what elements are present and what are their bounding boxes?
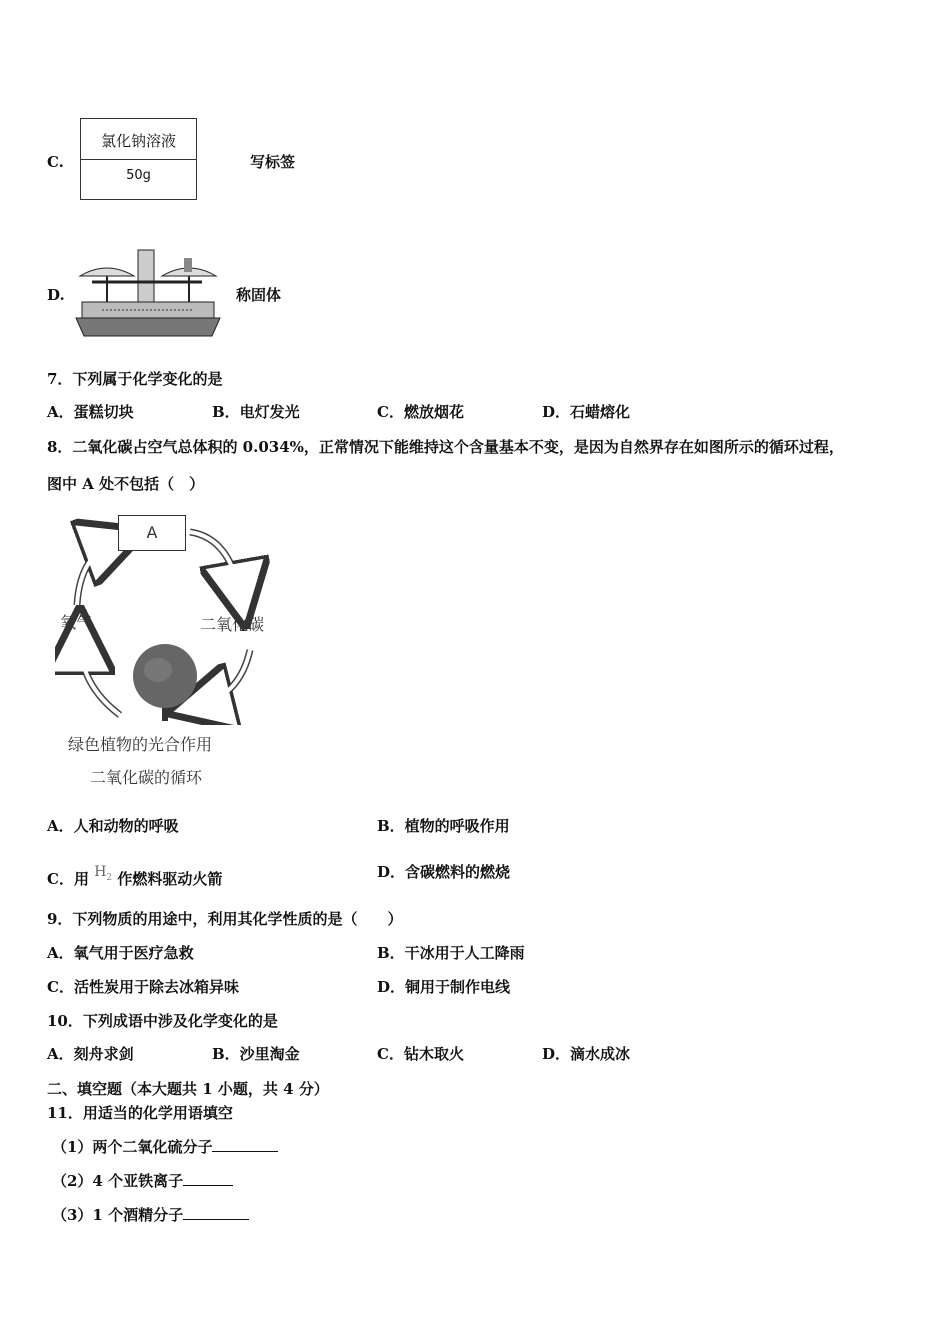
answer-blank[interactable] <box>183 1205 249 1220</box>
q9-option-c: C．活性炭用于除去冰箱异味 <box>47 978 239 996</box>
q8-option-b: B．植物的呼吸作用 <box>377 817 510 835</box>
q11-item-3 <box>52 1205 249 1225</box>
q10-option-c: C．钻木取火 <box>377 1045 464 1063</box>
label-line2: 50g <box>126 168 151 183</box>
q11-item-3-text: （3）1 个酒精分子 <box>52 1206 184 1224</box>
q7-option-a: A．蛋糕切块 <box>47 403 134 421</box>
option-d-text: 称固体 <box>236 286 282 304</box>
q7-option-d: D．石蜡熔化 <box>542 403 631 421</box>
answer-blank[interactable] <box>183 1171 233 1186</box>
q10-option-a: A．刻舟求剑 <box>47 1045 134 1063</box>
q8-option-d: D．含碳燃料的燃烧 <box>377 863 511 881</box>
q7-option-c: C．燃放烟花 <box>377 403 464 421</box>
q11-item-2 <box>52 1171 233 1191</box>
q11-item-1 <box>52 1137 278 1157</box>
q8-stem-line1: 8．二氧化碳占空气总体积的 0.034%，正常情况下能维持这个含量基本不变，是因为自然界存在如图所示的循环过程， <box>47 438 844 456</box>
formula-sub: 2 <box>106 872 113 883</box>
h2-formula <box>94 864 113 883</box>
label-figure <box>80 118 197 200</box>
q8-option-c <box>47 862 222 889</box>
q8-option-c-post: 作燃料驱动火箭 <box>117 870 223 888</box>
diagram-oxygen: 氧气 <box>60 613 93 632</box>
answer-blank[interactable] <box>212 1137 278 1152</box>
q7-option-b: B．电灯发光 <box>212 403 300 421</box>
diagram-caption-photosynthesis: 绿色植物的光合作用 <box>68 735 213 754</box>
diagram-caption-cycle: 二氧化碳的循环 <box>90 768 203 787</box>
q10-option-b: B．沙里淘金 <box>212 1045 300 1063</box>
q11-item-2-text: （2）4 个亚铁离子 <box>52 1172 184 1190</box>
section-title: 二、填空题（本大题共 1 小题，共 4 分） <box>47 1080 329 1098</box>
q11-item-1-text: （1）两个二氧化硫分子 <box>52 1138 213 1156</box>
q7-stem: 7．下列属于化学变化的是 <box>47 370 223 388</box>
diagram-co2: 二氧化碳 <box>200 615 265 634</box>
formula-h: H <box>94 864 107 880</box>
q9-option-a: A．氧气用于医疗急救 <box>47 944 194 962</box>
diagram-box-a: A <box>118 515 186 551</box>
label-line1: 氯化钠溶液 <box>81 119 196 160</box>
q9-option-b: B．干冰用于人工降雨 <box>377 944 525 962</box>
q8-option-a: A．人和动物的呼吸 <box>47 817 179 835</box>
balance-figure <box>72 246 224 340</box>
q8-stem-line2: 图中 A 处不包括（ ） <box>47 475 205 493</box>
tree-icon <box>130 642 200 722</box>
q9-stem: 9．下列物质的用途中，利用其化学性质的是（ ） <box>47 910 403 928</box>
q11-stem: 11．用适当的化学用语填空 <box>47 1104 233 1122</box>
option-c-text: 写标签 <box>250 153 296 171</box>
q10-stem: 10．下列成语中涉及化学变化的是 <box>47 1012 278 1030</box>
option-c-letter: C. <box>47 153 64 171</box>
q9-option-d: D．铜用于制作电线 <box>377 978 511 996</box>
q10-option-d: D．滴水成冰 <box>542 1045 631 1063</box>
q8-option-c-pre: C．用 <box>47 870 89 888</box>
option-d-letter: D. <box>47 286 65 304</box>
